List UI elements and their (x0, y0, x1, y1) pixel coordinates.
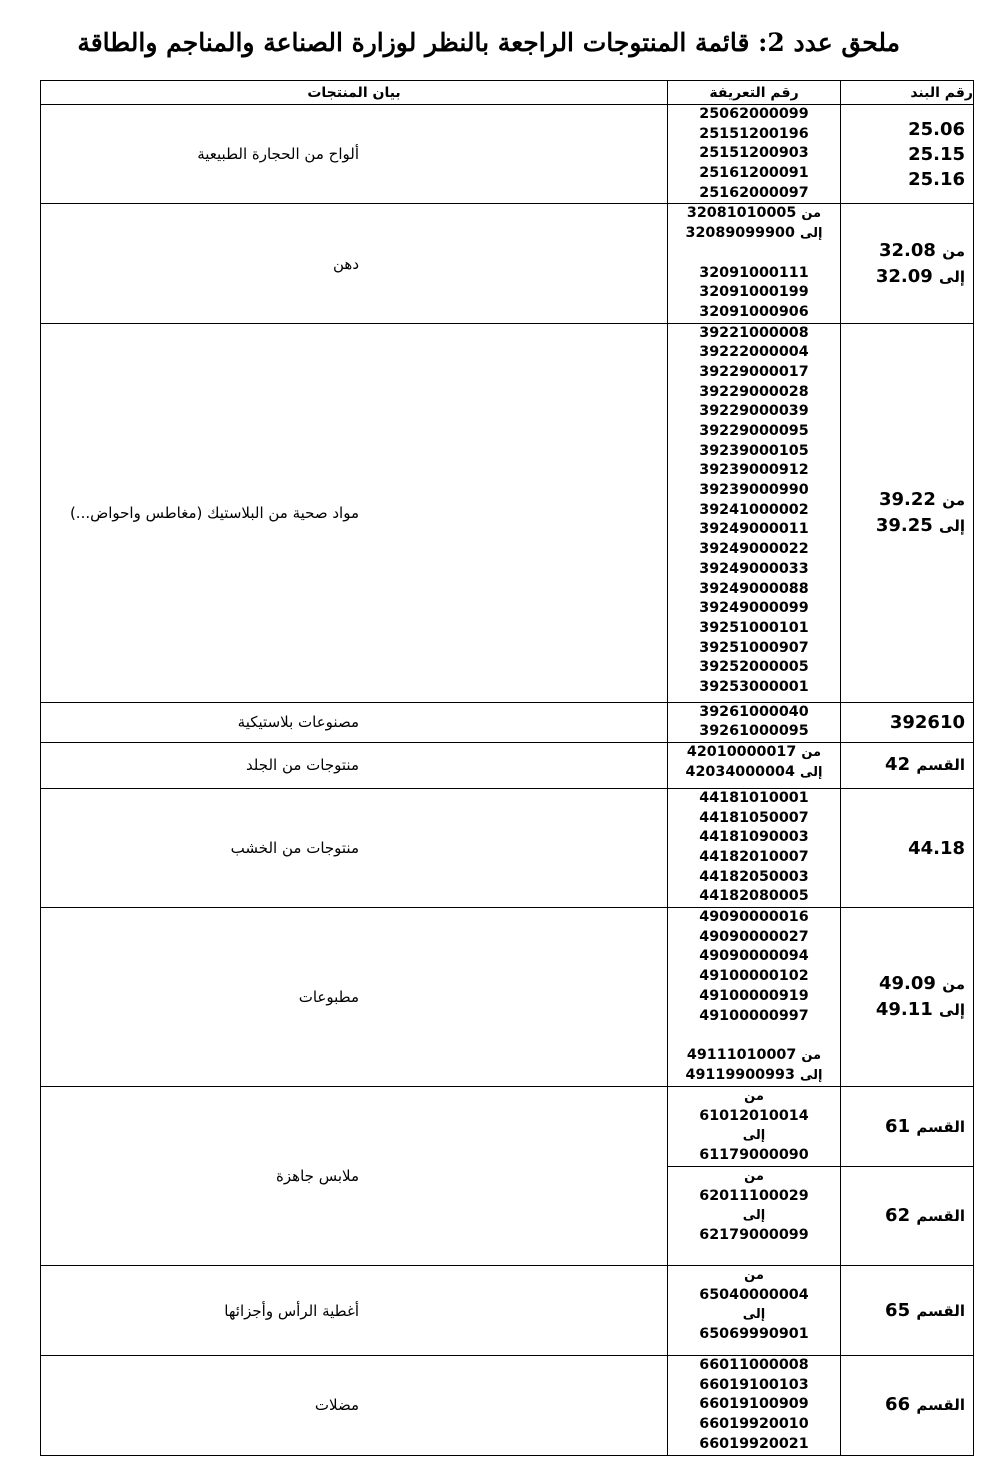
tariff-code-line (668, 1007, 840, 1027)
item-number-cell (841, 702, 974, 742)
range-label: من (744, 1169, 764, 1185)
range-label: إلى (799, 764, 823, 780)
tariff-codes-cell (668, 1087, 841, 1167)
tariff-code-line (668, 383, 840, 403)
tariff-code-line (668, 1435, 840, 1455)
item-number-line (841, 710, 965, 735)
item-number: 44.18 (908, 837, 965, 859)
tariff-code: 49111010007 (686, 1046, 797, 1063)
tariff-code: 39249000011 (699, 521, 809, 538)
item-number: 49.11 (875, 999, 933, 1021)
tariff-code-line (668, 520, 840, 540)
tariff-codes-cell (668, 908, 841, 1087)
tariff-code: 39249000022 (699, 541, 809, 558)
tariff-code-line (668, 947, 840, 967)
tariff-code: 32089099900 (685, 225, 795, 242)
tariff-code-line (668, 987, 840, 1007)
tariff-code-line (668, 658, 840, 678)
item-number: 62 (885, 1205, 911, 1227)
range-label: من (801, 744, 822, 760)
tariff-code-line (668, 481, 840, 501)
item-number-cell (841, 1167, 974, 1266)
range-label: من (942, 241, 965, 260)
tariff-code: 49100000997 (699, 1007, 809, 1024)
item-number: 25.16 (908, 168, 965, 190)
item-number-line (841, 264, 965, 290)
tariff-code-line (668, 204, 840, 224)
tariff-code-line (668, 540, 840, 560)
tariff-code: 49100000102 (699, 968, 809, 985)
item-number-line (841, 836, 965, 861)
range-label: إلى (742, 1128, 766, 1144)
table-row (41, 1087, 974, 1167)
table-row (41, 1356, 974, 1455)
tariff-code: 39251000907 (699, 639, 809, 656)
tariff-code: 44182010007 (699, 849, 809, 865)
header-item: رقم البند (841, 81, 974, 105)
tariff-code-line (668, 1226, 840, 1246)
tariff-code-line (668, 224, 840, 244)
range-label: من (744, 1268, 764, 1284)
tariff-code-line (668, 1026, 840, 1046)
table-header-row (41, 81, 974, 105)
item-number-line (841, 238, 965, 264)
item-number: 39.22 (878, 488, 936, 510)
table-row (41, 1266, 974, 1356)
range-label: القسم (916, 1396, 965, 1415)
tariff-code-line (668, 1325, 840, 1345)
products-table (40, 80, 974, 1456)
page-title: ملحق عدد 2: قائمة المنتوجات الراجعة بالنظر لوزارة الصناعة والمناجم والطاقة (77, 28, 900, 57)
tariff-code-line (668, 722, 840, 742)
tariff-code-line (668, 164, 840, 184)
tariff-code: 25151200903 (699, 145, 809, 162)
tariff-code: 44182050003 (699, 868, 809, 885)
tariff-code: 42010000017 (686, 743, 797, 760)
tariff-code: 44181090003 (699, 829, 809, 846)
product-description: أغطية الرأس وأجزائها (41, 1266, 668, 1356)
range-label: إلى (939, 267, 965, 286)
header-codes: رقم التعريفة (668, 81, 841, 105)
item-number-line (841, 1298, 965, 1324)
tariff-codes-cell (668, 323, 841, 702)
tariff-code: 62179000099 (699, 1227, 809, 1244)
tariff-code: 39249000099 (699, 600, 809, 617)
tariff-codes-cell (668, 1167, 841, 1266)
tariff-code: 39222000004 (699, 344, 809, 361)
tariff-code-line (668, 1356, 840, 1376)
tariff-code: 49090000027 (699, 928, 809, 945)
item-number: 49.09 (878, 973, 936, 995)
tariff-code-line (668, 125, 840, 145)
item-number-line (841, 1114, 965, 1140)
tariff-code: 61179000090 (699, 1147, 809, 1164)
tariff-code-line (668, 908, 840, 928)
tariff-code-line (668, 1206, 840, 1226)
product-description: منتوجات من الخشب (41, 788, 668, 907)
tariff-code: 39261000095 (699, 723, 809, 740)
tariff-code: 32091000111 (699, 264, 809, 281)
tariff-code-line (668, 1286, 840, 1306)
item-number: 42 (885, 754, 911, 776)
product-description: مصنوعات بلاستيكية (41, 702, 668, 742)
tariff-code: 66011000008 (699, 1357, 809, 1374)
tariff-code: 39221000008 (699, 324, 809, 341)
item-number-cell (841, 908, 974, 1087)
tariff-codes-cell (668, 1266, 841, 1356)
item-number-cell (841, 1087, 974, 1167)
tariff-code-line (668, 809, 840, 829)
tariff-code-line (668, 1305, 840, 1325)
tariff-code-line (668, 501, 840, 521)
table-row (41, 323, 974, 702)
tariff-codes-cell (668, 788, 841, 907)
tariff-code: 39239000105 (699, 442, 809, 459)
table-row (41, 105, 974, 204)
tariff-code: 39241000002 (699, 501, 809, 518)
tariff-code: 39253000001 (699, 678, 809, 695)
tariff-code: 65040000004 (699, 1286, 809, 1303)
tariff-code-line (668, 1266, 840, 1286)
tariff-code: 49100000919 (699, 987, 809, 1004)
header-description: بيان المنتجات (41, 81, 668, 105)
item-number: 61 (885, 1115, 911, 1137)
item-number-cell (841, 323, 974, 702)
tariff-code: 66019100909 (699, 1396, 809, 1413)
product-description: مضلات (41, 1356, 668, 1455)
item-number-cell (841, 788, 974, 907)
tariff-code-line (668, 324, 840, 344)
tariff-code: 61012010014 (699, 1107, 809, 1124)
item-number-cell (841, 742, 974, 788)
table-row (41, 788, 974, 907)
range-label: القسم (916, 756, 965, 775)
tariff-code-line (668, 868, 840, 888)
item-number: 25.06 (908, 118, 965, 140)
tariff-code-line (668, 1087, 840, 1107)
item-number: 32.09 (875, 265, 933, 287)
product-description: ألواح من الحجارة الطبيعية (41, 105, 668, 204)
tariff-code: 62011100029 (699, 1187, 809, 1204)
item-number-cell (841, 204, 974, 323)
item-number-line (841, 1392, 965, 1418)
item-number-line (841, 752, 965, 778)
tariff-codes-cell (668, 105, 841, 204)
tariff-code: 49119900993 (685, 1066, 795, 1083)
tariff-code-line (668, 363, 840, 383)
range-label: من (801, 206, 822, 222)
tariff-code: 39229000039 (699, 403, 809, 420)
table-row (41, 908, 974, 1087)
tariff-code: 49090000094 (699, 948, 809, 965)
tariff-code-line (668, 828, 840, 848)
tariff-code-line (668, 743, 840, 763)
tariff-code: 44181010001 (699, 789, 809, 806)
tariff-code-line (668, 1066, 840, 1086)
tariff-code: 66019100103 (699, 1376, 809, 1393)
product-description: مواد صحية من البلاستيك (مغاطس واحواض...) (41, 323, 668, 702)
tariff-code: 25161200091 (699, 165, 809, 182)
tariff-code-line (668, 1415, 840, 1435)
product-description: مطبوعات (41, 908, 668, 1087)
tariff-code-line (668, 422, 840, 442)
tariff-code-line (668, 763, 840, 783)
item-number: 65 (885, 1299, 911, 1321)
tariff-code: 32081010005 (686, 205, 797, 222)
item-number-line (841, 117, 965, 142)
item-number-cell (841, 105, 974, 204)
tariff-code-line (668, 1126, 840, 1146)
item-number-line (841, 142, 965, 167)
tariff-code-line (668, 1187, 840, 1207)
tariff-code-line (668, 967, 840, 987)
tariff-code-line (668, 848, 840, 868)
tariff-code: 25151200196 (699, 125, 809, 142)
range-label: القسم (916, 1207, 965, 1226)
range-label: من (744, 1089, 764, 1105)
tariff-code-line (668, 1167, 840, 1187)
range-label: إلى (742, 1307, 766, 1323)
item-number-line (841, 513, 965, 539)
tariff-code: 39229000017 (699, 363, 809, 380)
range-label: إلى (742, 1208, 766, 1224)
table-body (41, 105, 974, 1456)
tariff-code-line (668, 580, 840, 600)
tariff-code: 49090000016 (699, 909, 809, 926)
tariff-code: 39252000005 (699, 659, 809, 676)
tariff-codes-cell (668, 742, 841, 788)
tariff-code: 66019920010 (699, 1416, 809, 1433)
tariff-code-line (668, 402, 840, 422)
table-row (41, 204, 974, 323)
tariff-code: 44181050007 (699, 809, 809, 826)
item-number: 32.08 (878, 239, 936, 261)
item-number: 25.15 (908, 143, 965, 165)
range-label: إلى (939, 516, 965, 535)
tariff-code: 39239000912 (699, 462, 809, 479)
tariff-code-line (668, 1146, 840, 1166)
tariff-code-line (668, 928, 840, 948)
tariff-code-line (668, 887, 840, 907)
table-row (41, 702, 974, 742)
range-label: من (801, 1047, 822, 1063)
tariff-code: 42034000004 (685, 763, 795, 780)
tariff-code: 39229000028 (699, 383, 809, 400)
tariff-code-line (668, 283, 840, 303)
tariff-code-line (668, 264, 840, 284)
tariff-code: 25162000097 (699, 184, 809, 201)
tariff-code: 39239000990 (699, 482, 809, 499)
tariff-code-line (668, 619, 840, 639)
table-row (41, 742, 974, 788)
tariff-code-line (668, 442, 840, 462)
range-label: من (942, 490, 965, 509)
tariff-code-line (668, 184, 840, 204)
tariff-code-line (668, 789, 840, 809)
tariff-code-line (668, 560, 840, 580)
range-label: إلى (799, 226, 823, 242)
item-number-line (841, 997, 965, 1023)
item-number-cell (841, 1266, 974, 1356)
tariff-code-line (668, 461, 840, 481)
tariff-code-line (668, 1107, 840, 1127)
tariff-code: 32091000906 (699, 303, 809, 320)
range-label: من (942, 975, 965, 994)
tariff-code-line (668, 599, 840, 619)
tariff-code-line (668, 1376, 840, 1396)
product-description: ملابس جاهزة (41, 1087, 668, 1266)
tariff-code: 32091000199 (699, 284, 809, 301)
tariff-codes-cell (668, 702, 841, 742)
item-number: 39.25 (875, 514, 933, 536)
range-label: إلى (799, 1067, 823, 1083)
tariff-code: 39249000088 (699, 580, 809, 597)
tariff-code-line (668, 639, 840, 659)
item-number-cell (841, 1356, 974, 1455)
tariff-code: 25062000099 (699, 106, 809, 122)
tariff-code-line (668, 303, 840, 323)
range-label: القسم (916, 1117, 965, 1136)
tariff-code-line (668, 678, 840, 698)
tariff-code: 65069990901 (699, 1326, 809, 1343)
tariff-code: 44182080005 (699, 888, 809, 905)
tariff-code-line (668, 1395, 840, 1415)
tariff-code-line (668, 105, 840, 125)
tariff-code: 39261000040 (699, 703, 809, 720)
item-number-line (841, 971, 965, 997)
tariff-code-line (668, 244, 840, 264)
tariff-code-line (668, 144, 840, 164)
tariff-codes-cell (668, 1356, 841, 1455)
tariff-code: 66019920021 (699, 1435, 809, 1452)
tariff-codes-cell (668, 204, 841, 323)
range-label: إلى (939, 1001, 965, 1020)
item-number: 392610 (889, 711, 965, 733)
product-description: منتوجات من الجلد (41, 742, 668, 788)
tariff-code-line (668, 703, 840, 723)
product-description: دهن (41, 204, 668, 323)
range-label: القسم (916, 1301, 965, 1320)
item-number-line (841, 1203, 965, 1229)
tariff-code-line (668, 1046, 840, 1066)
item-number-line (841, 167, 965, 192)
tariff-code: 39249000033 (699, 560, 809, 577)
tariff-code-line (668, 343, 840, 363)
tariff-code: 39229000095 (699, 423, 809, 439)
item-number-line (841, 487, 965, 513)
item-number: 66 (885, 1394, 911, 1416)
tariff-code: 39251000101 (699, 619, 809, 636)
